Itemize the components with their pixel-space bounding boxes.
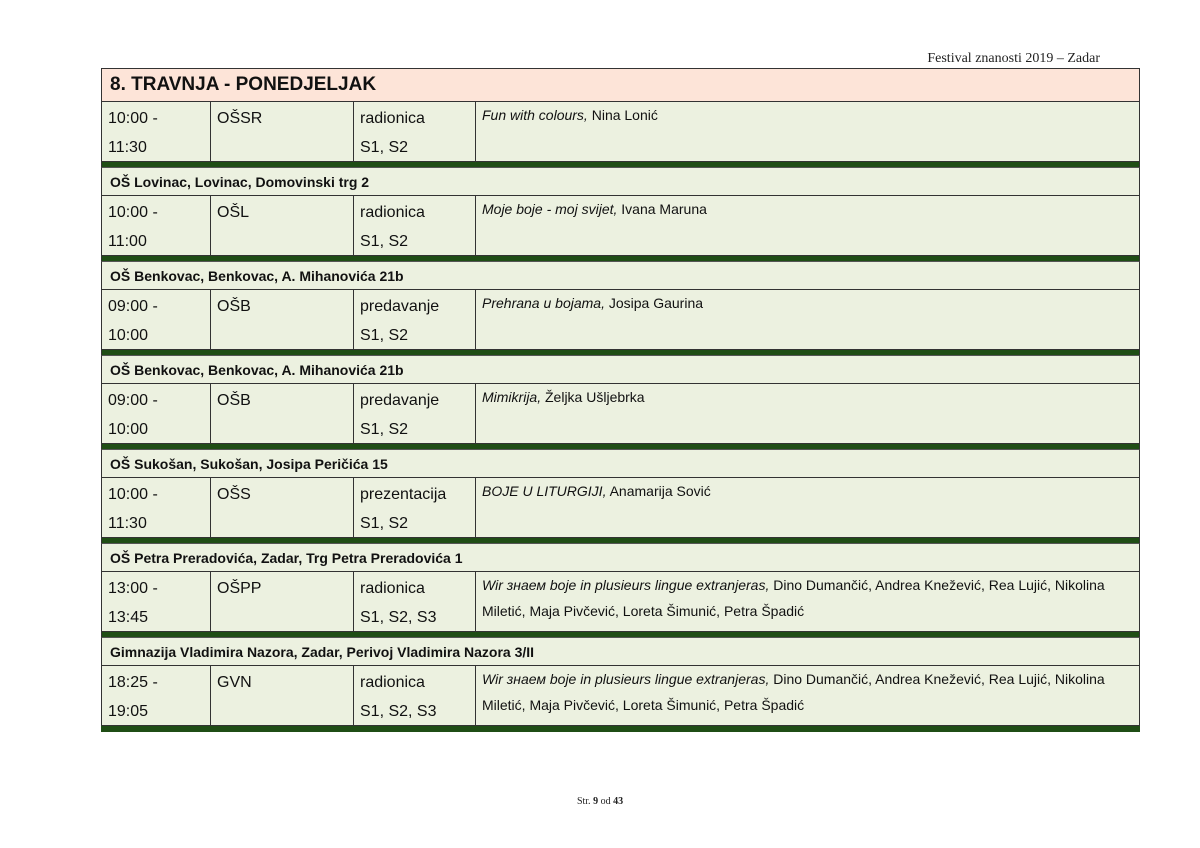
time-start: 10:00 - (108, 110, 158, 127)
type-cell (354, 290, 476, 349)
time-cell (102, 196, 211, 255)
time-cell (102, 384, 211, 443)
grade-levels: S1, S2, S3 (360, 609, 437, 626)
event-title: Prehrana u bojama, (482, 295, 605, 311)
description-cell (476, 196, 1139, 255)
schedule-blocks (101, 102, 1140, 726)
type-cell (354, 384, 476, 443)
event-type: radionica (360, 580, 425, 597)
location-row: OŠ Petra Preradovića, Zadar, Trg Petra Preradovića 1 (101, 543, 1140, 572)
type-cell (354, 478, 476, 537)
school-code-cell: GVN (211, 666, 354, 725)
event-row (101, 196, 1140, 256)
event-row (101, 102, 1140, 162)
location-row: Gimnazija Vladimira Nazora, Zadar, Perivoj Vladimira Nazora 3/II (101, 637, 1140, 666)
event-title: Moje boje - moj svijet, (482, 201, 618, 217)
footer-prefix: Str. (576, 796, 594, 807)
time-cell (102, 572, 211, 631)
event-type: predavanje (360, 392, 440, 409)
time-end: 10:00 (108, 421, 149, 438)
time-start: 13:00 - (108, 580, 158, 597)
school-code-cell: OŠB (211, 290, 354, 349)
schedule-table (101, 68, 1140, 732)
grade-levels: S1, S2 (360, 139, 409, 156)
event-presenters: Anamarija Sović (606, 483, 711, 499)
event-presenters: Dino Dumančić, Andrea Knežević, Rea Lujić, Nikolina Miletić, Maja Pivčević, Loreta Šimunić, Petra Špadić (482, 577, 1105, 619)
description-cell (476, 666, 1139, 725)
description-cell (476, 384, 1139, 443)
event-presenters: Dino Dumančić, Andrea Knežević, Rea Lujić, Nikolina Miletić, Maja Pivčević, Loreta Šimunić, Petra Špadić (482, 671, 1105, 713)
time-start: 09:00 - (108, 298, 158, 315)
time-end: 11:30 (108, 139, 147, 156)
school-code-cell: OŠSR (211, 102, 354, 161)
description-cell (476, 102, 1139, 161)
location-row: OŠ Lovinac, Lovinac, Domovinski trg 2 (101, 167, 1140, 196)
grade-levels: S1, S2 (360, 515, 409, 532)
time-cell (102, 102, 211, 161)
event-presenters: Nina Lonić (587, 107, 658, 123)
event-type: prezentacija (360, 486, 447, 503)
event-type: radionica (360, 110, 425, 127)
event-row (101, 572, 1140, 632)
school-code-cell: OŠS (211, 478, 354, 537)
school-code-cell: OŠB (211, 384, 354, 443)
grade-levels: S1, S2, S3 (360, 703, 437, 720)
footer-page-total: 43 (613, 796, 624, 807)
event-title: Mimikrija, (482, 389, 542, 405)
time-end: 19:05 (108, 703, 149, 720)
description-cell (476, 572, 1139, 631)
event-type: predavanje (360, 298, 440, 315)
page-header: Festival znanosti 2019 – Zadar (927, 51, 1100, 66)
time-end: 11:30 (108, 515, 147, 532)
event-type: radionica (360, 204, 425, 221)
time-cell (102, 478, 211, 537)
time-end: 13:45 (108, 609, 149, 626)
page-footer (0, 796, 1200, 807)
time-start: 18:25 - (108, 674, 158, 691)
school-code-cell: OŠPP (211, 572, 354, 631)
footer-middle: od (598, 796, 614, 807)
event-presenters: Željka Ušljebrka (541, 389, 645, 405)
type-cell (354, 666, 476, 725)
time-start: 10:00 - (108, 204, 158, 221)
event-title: Wir знаем boje in plusieurs lingue extranjeras, (482, 671, 770, 687)
time-end: 11:00 (108, 233, 147, 250)
event-title: Wir знаем boje in plusieurs lingue extranjeras, (482, 577, 770, 593)
event-row (101, 478, 1140, 538)
description-cell (476, 478, 1139, 537)
day-title: 8. TRAVNJA - PONEDJELJAK (101, 68, 1140, 102)
event-type: radionica (360, 674, 425, 691)
event-row (101, 290, 1140, 350)
description-cell (476, 290, 1139, 349)
grade-levels: S1, S2 (360, 327, 409, 344)
event-presenters: Ivana Maruna (617, 201, 707, 217)
time-cell (102, 290, 211, 349)
location-row: OŠ Sukošan, Sukošan, Josipa Peričića 15 (101, 449, 1140, 478)
type-cell (354, 196, 476, 255)
grade-levels: S1, S2 (360, 421, 409, 438)
time-end: 10:00 (108, 327, 149, 344)
type-cell (354, 102, 476, 161)
location-row: OŠ Benkovac, Benkovac, A. Mihanovića 21b (101, 261, 1140, 290)
time-start: 10:00 - (108, 486, 158, 503)
grade-levels: S1, S2 (360, 233, 409, 250)
event-title: BOJE U LITURGIJI, (482, 483, 607, 499)
time-start: 09:00 - (108, 392, 158, 409)
location-row: OŠ Benkovac, Benkovac, A. Mihanovića 21b (101, 355, 1140, 384)
event-title: Fun with colours, (482, 107, 588, 123)
time-cell (102, 666, 211, 725)
event-row (101, 666, 1140, 726)
school-code-cell: OŠL (211, 196, 354, 255)
type-cell (354, 572, 476, 631)
event-row (101, 384, 1140, 444)
footer-page-number: 9 (593, 796, 599, 807)
event-presenters: Josipa Gaurina (604, 295, 704, 311)
bottom-rule (101, 726, 1140, 732)
